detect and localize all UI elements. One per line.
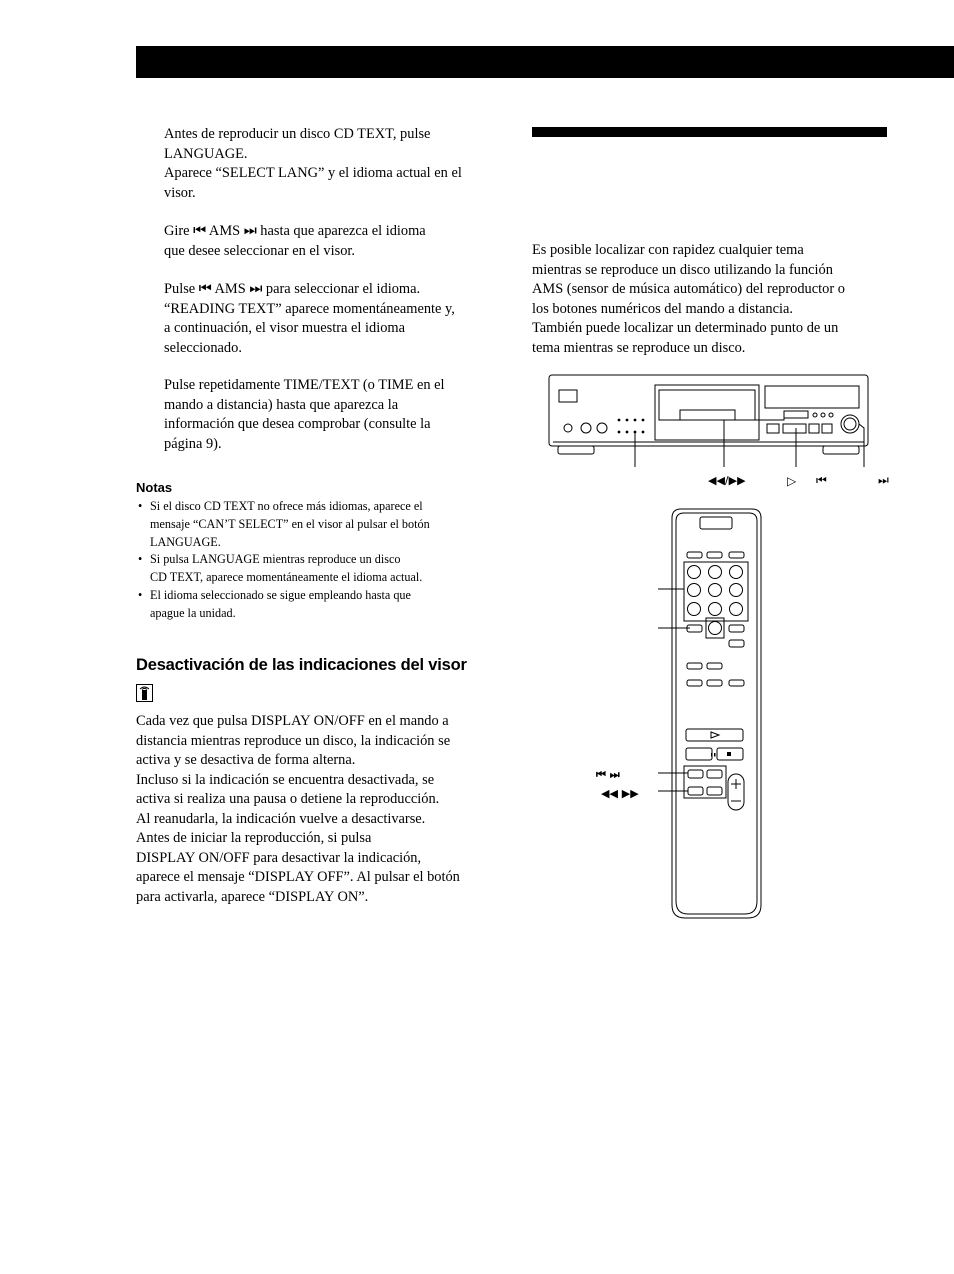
section-body	[136, 712, 460, 907]
note-item	[136, 587, 430, 623]
intro-line: AMS (sensor de música automático) del reproductor o	[532, 281, 845, 297]
intro-line: También puede localizar un determinado punto de un	[532, 320, 839, 336]
step-3	[164, 280, 455, 358]
step-2	[164, 222, 426, 261]
note-line: • El idioma seleccionado se sigue empleando hasta que	[150, 587, 411, 602]
step-3-line: Pulse ⏮ AMS ⏭ para seleccionar el idioma.	[164, 281, 421, 297]
section-line: aparece el mensaje “DISPLAY OFF”. Al pulsar el botón	[136, 869, 460, 885]
step-1	[164, 125, 462, 203]
section-line: DISPLAY ON/OFF para desactivar la indicación,	[136, 849, 422, 866]
notes-list	[136, 498, 430, 623]
note-line: LANGUAGE.	[150, 534, 221, 549]
remote-icon	[136, 684, 153, 702]
device-illustration	[540, 370, 920, 930]
section-line: Antes de iniciar la reproducción, si pulsa	[136, 830, 372, 846]
intro-line: mientras se reproduce un disco utilizando la función	[532, 261, 833, 278]
note-line: • Si el disco CD TEXT no ofrece más idiomas, aparece el	[150, 499, 423, 513]
step-2-line: que desee seleccionar en el visor.	[164, 242, 355, 259]
section-heading: Desactivación de las indicaciones del visor	[136, 656, 467, 674]
section-line: activa y se desactiva de forma alterna.	[136, 752, 356, 768]
header-bar	[136, 46, 954, 78]
note-line: • Si pulsa LANGUAGE mientras reproduce un disco	[150, 552, 401, 567]
section-line: Incluso si la indicación se encuentra desactivada, se	[136, 771, 435, 788]
step-3-line: “READING TEXT” aparece momentáneamente y,	[164, 300, 455, 317]
note-line: CD TEXT, aparece momentáneamente el idioma actual.	[150, 570, 423, 585]
section-line: Cada vez que pulsa DISPLAY ON/OFF en el mando a	[136, 713, 449, 729]
note-line: apague la unidad.	[150, 605, 236, 620]
step-1-line: LANGUAGE.	[164, 145, 248, 162]
intro-text	[532, 241, 845, 358]
step-1-line: Antes de reproducir un disco CD TEXT, pulse	[164, 126, 431, 142]
step-3-line: a continuación, el visor muestra el idioma	[164, 320, 405, 336]
section-line: distancia mientras reproduce un disco, la indicación se	[136, 732, 451, 749]
step-4-line: página 9).	[164, 435, 222, 452]
cd-player	[549, 375, 868, 467]
remote-control	[658, 509, 761, 918]
prev-label: ⏮	[816, 473, 827, 487]
step-2-line: Gire ⏮ AMS ⏭ hasta que aparezca el idioma	[164, 223, 426, 239]
intro-line: tema mientras se reproduce un disco.	[532, 339, 746, 356]
step-1-line: Aparece “SELECT LANG” y el idioma actual en el	[164, 165, 462, 181]
search-label: ◀◀/▶▶	[708, 474, 746, 487]
intro-line: Es posible localizar con rapidez cualquier tema	[532, 242, 804, 258]
remote-search-label: ◀◀ ▶▶	[601, 787, 639, 800]
step-4-line: información que desea comprobar (consulte la	[164, 416, 431, 432]
section-line: Al reanudarla, la indicación vuelve a desactivarse.	[136, 810, 426, 827]
section-line: para activarla, aparece “DISPLAY ON”.	[136, 888, 369, 905]
step-1-line: visor.	[164, 184, 196, 201]
remote-skip-label: ⏮ ⏭	[596, 768, 620, 781]
next-label: ⏭	[878, 473, 889, 487]
note-line: mensaje “CAN’T SELECT” en el visor al pulsar el botón	[150, 516, 430, 531]
step-4	[164, 376, 445, 454]
step-4-line: Pulse repetidamente TIME/TEXT (o TIME en el	[164, 377, 445, 393]
play-label: ▷	[787, 474, 797, 488]
step-3-line: seleccionado.	[164, 339, 242, 356]
step-4-line: mando a distancia) hasta que aparezca la	[164, 396, 399, 413]
section-bar	[532, 127, 887, 137]
notes-title: Notas	[136, 480, 173, 495]
note-item	[136, 498, 430, 551]
note-item	[136, 551, 430, 587]
section-line: activa si realiza una pausa o detiene la reproducción.	[136, 791, 440, 807]
intro-line: los botones numéricos del mando a distancia.	[532, 300, 793, 317]
